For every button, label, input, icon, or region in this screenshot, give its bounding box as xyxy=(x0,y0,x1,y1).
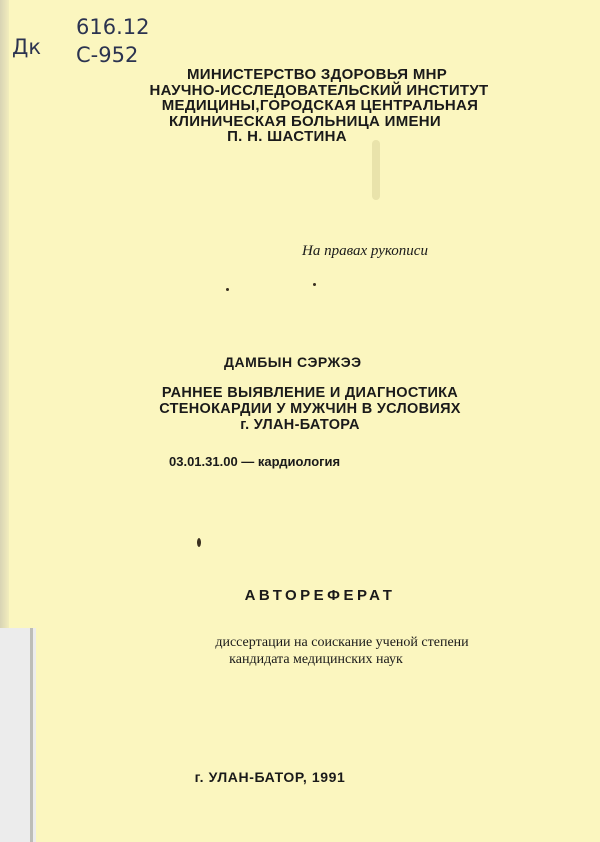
specialty-code: 03.01.31.00 — кардиология xyxy=(169,454,341,469)
page-corner-stain-edge xyxy=(30,628,33,842)
paper-speck xyxy=(226,288,229,291)
author-name: ДАМБЫН СЭРЖЭЭ xyxy=(224,354,362,370)
institution-line: П. Н. ШАСТИНА xyxy=(227,128,347,145)
paper-shadow-mark xyxy=(372,140,380,200)
paper-speck xyxy=(197,538,201,547)
title-line: СТЕНОКАРДИИ У МУЖЧИН В УСЛОВИЯХ xyxy=(159,401,461,417)
handwritten-catalog-number: 616.12 xyxy=(76,15,150,39)
title-line: РАННЕЕ ВЫЯВЛЕНИЕ И ДИАГНОСТИКА xyxy=(161,385,459,401)
institution-line: МЕДИЦИНЫ,ГОРОДСКАЯ ЦЕНТРАЛЬНАЯ xyxy=(161,97,479,114)
thesis-line: кандидата медицинских наук xyxy=(229,652,403,667)
institution-line: КЛИНИЧЕСКАЯ БОЛЬНИЦА ИМЕНИ xyxy=(168,113,442,130)
institution-line: НАУЧНО-ИССЛЕДОВАТЕЛЬСКИЙ ИНСТИТУТ xyxy=(149,82,489,99)
handwritten-prefix: Дк xyxy=(12,35,42,59)
handwritten-classifier: С-952 xyxy=(76,43,139,67)
document-type-heading: АВТОРЕФЕРАТ xyxy=(244,587,396,604)
manuscript-rights-note: На правах рукописи xyxy=(302,243,428,259)
title-line: г. УЛАН-БАТОРА xyxy=(240,417,360,433)
thesis-line: диссертации на соискание ученой степени xyxy=(215,635,469,650)
paper-speck xyxy=(313,283,316,286)
place-and-year: г. УЛАН-БАТОР, 1991 xyxy=(194,769,346,785)
institution-line: МИНИСТЕРСТВО ЗДОРОВЬЯ МНР xyxy=(186,66,448,83)
